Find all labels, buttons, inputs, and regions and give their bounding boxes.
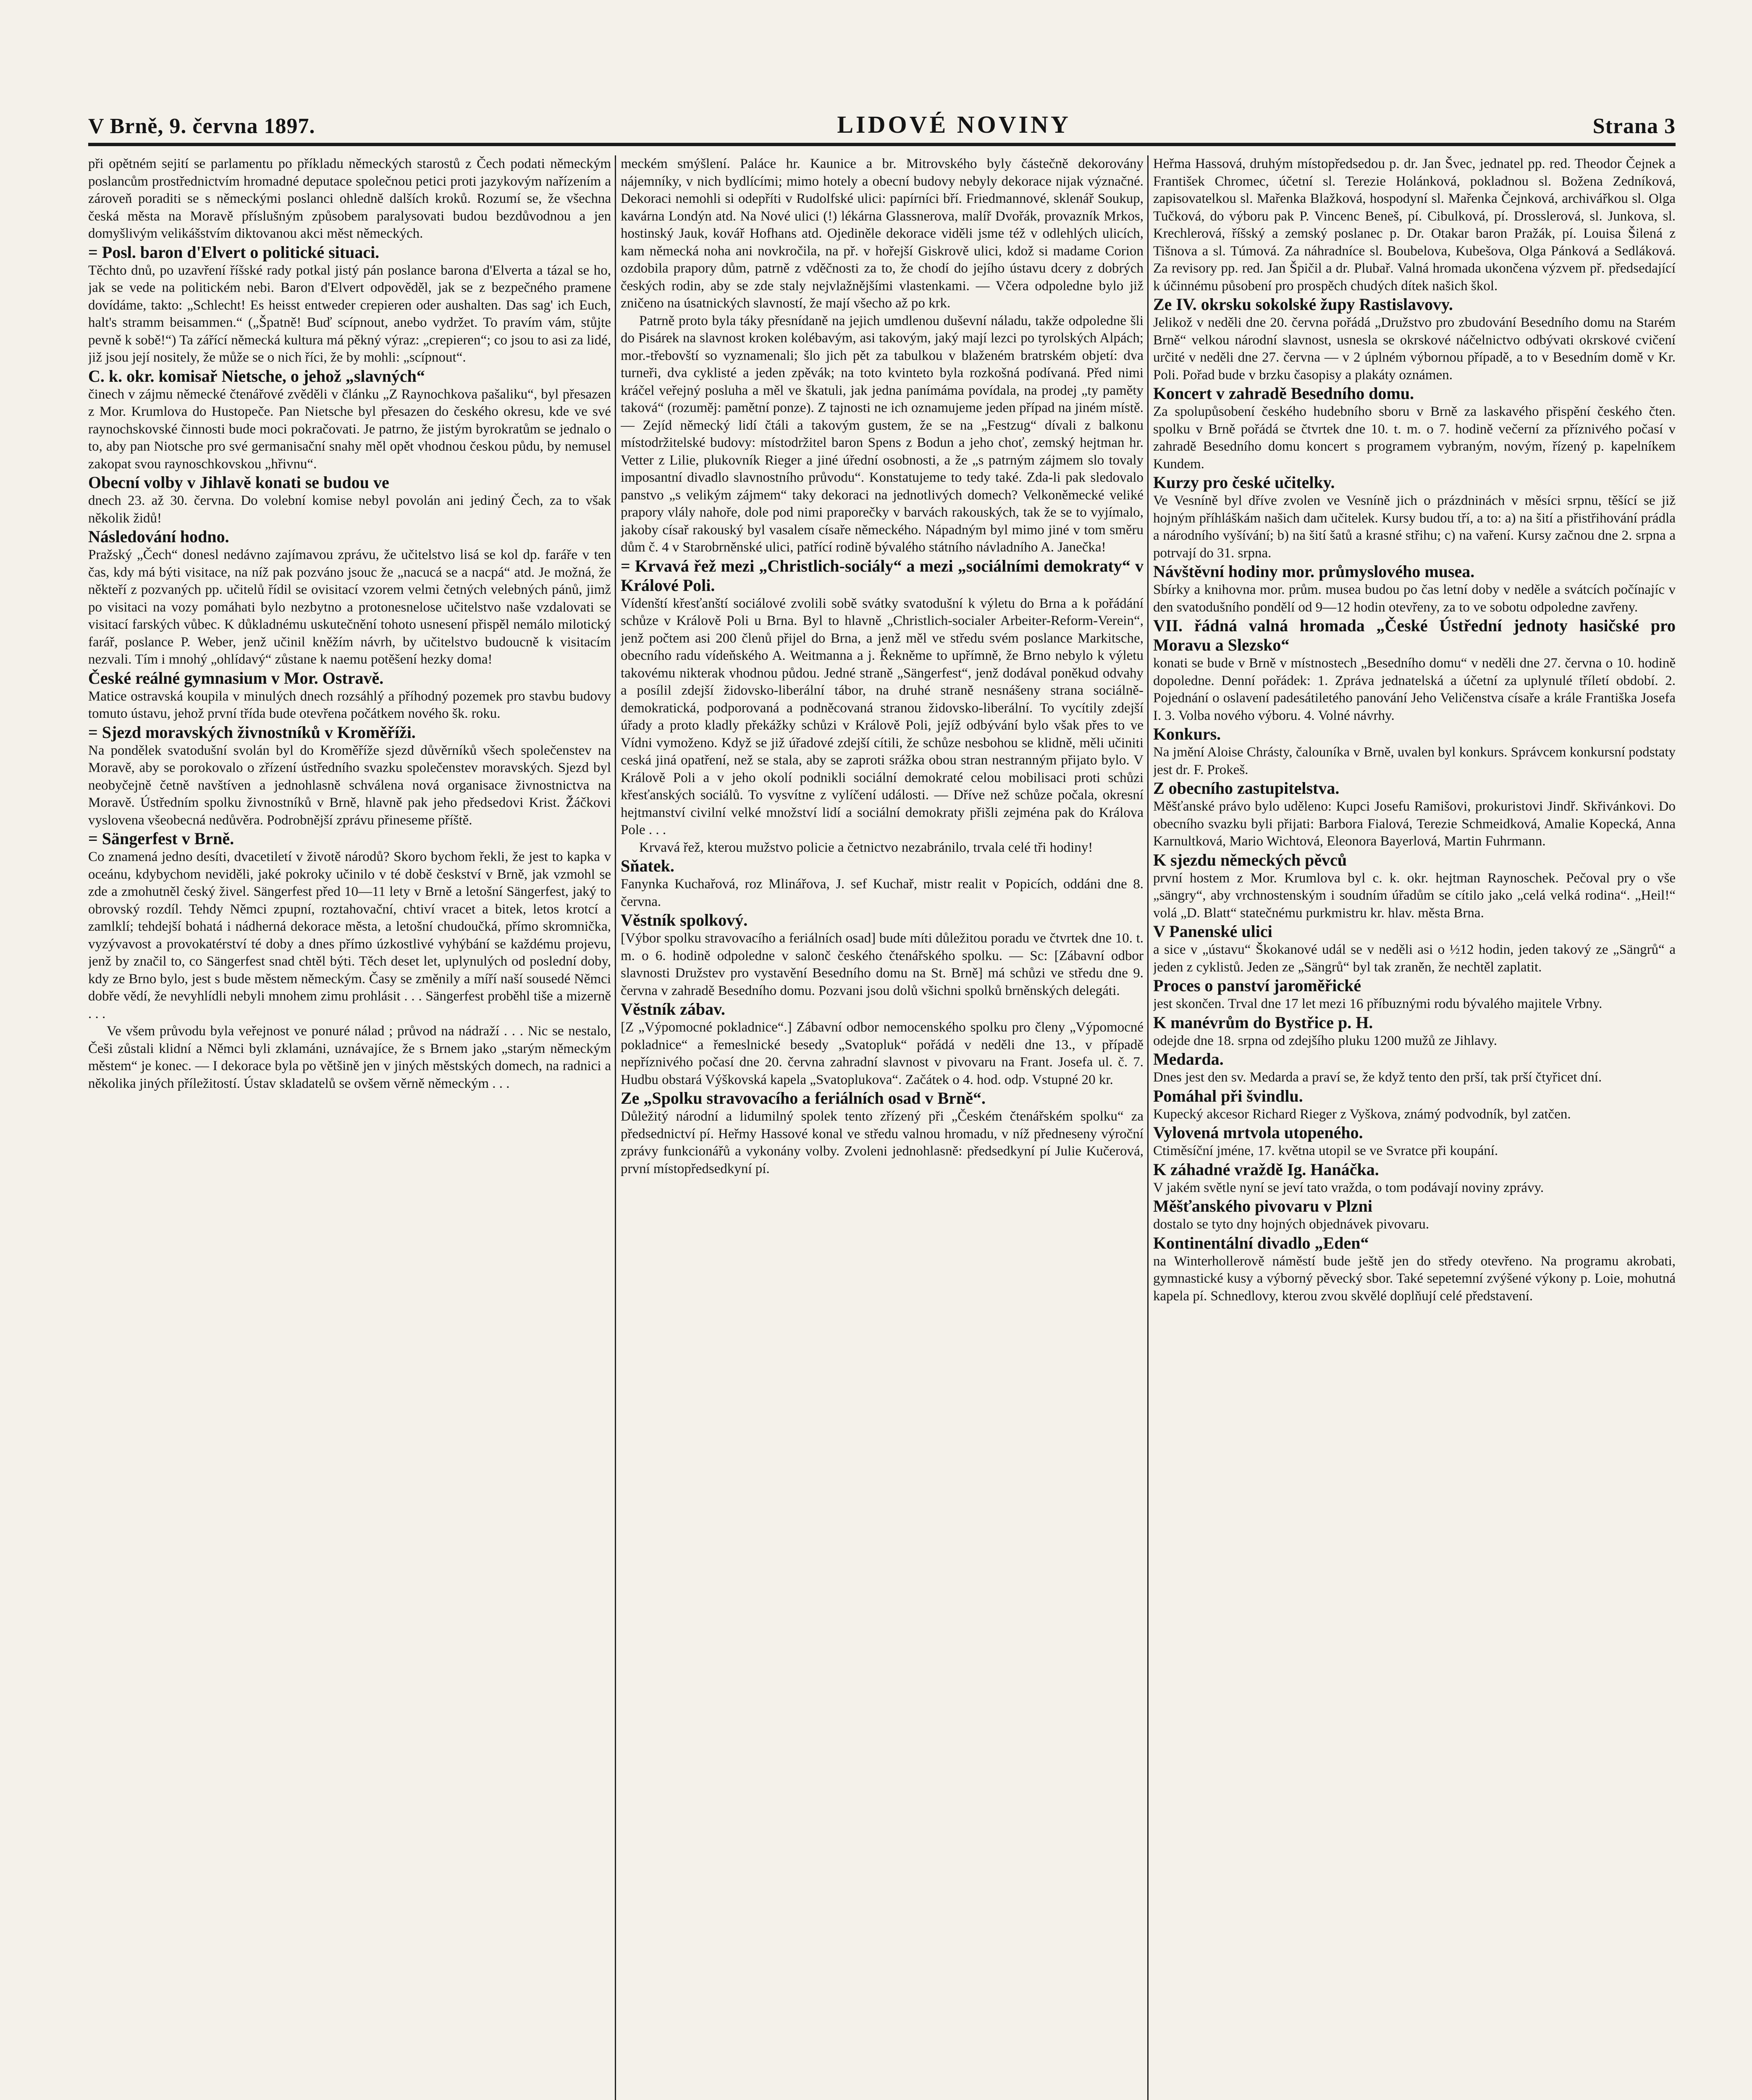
article-paragraph: první hostem z Mor. Krumlova byl c. k. okr. hejtman Raynoschek. Pečoval pry o vše „sängry“, aby vrchnostenským i soudním úřadům se cítilo jako „celá velká rodina“. „Heil!“ volá „D. Blatt“ statečnému purkmistru kr. hlav. města Brna. <box>1153 870 1676 921</box>
masthead <box>88 105 1676 146</box>
column-3 <box>1153 155 1676 2100</box>
article-paragraph: Ctiměsíční jméne, 17. května utopil se ve Svratce při koupání. <box>1153 1143 1498 1158</box>
article-heading: Vylovená mrtvola utopeného. <box>1153 1123 1363 1142</box>
article-heading: Konkurs. <box>1153 724 1221 743</box>
column-divider <box>1147 155 1149 2100</box>
article-heading: K manévrům do Bystřice p. H. <box>1153 1013 1373 1032</box>
article-body <box>88 155 1676 2100</box>
article-heading: = Posl. baron d'Elvert o politické situaci. <box>88 242 380 262</box>
article-heading: Koncert v zahradě Besedního domu. <box>1153 384 1414 403</box>
article-paragraph: Matice ostravská koupila v minulých dnech rozsáhlý a příhodný pozemek pro stavbu budovy tomuto ústavu, jehož první třída bude otevřena počátkem nového šk. roku. <box>88 688 611 721</box>
article-paragraph: Ve všem průvodu byla veřejnost ve ponuré nálad ; průvod na nádraží . . . Nic se nestalo, Češi zůstali klidní a Němci byli zklamáni, uznávajíce, že s Brnem jako „starým německým městem“ je konec. — I dekorace byla po většině jen v jiných městských domech, na radnici a několika jiných příležitostí. Ústav skladatelů se ovšem věrně německým . . . <box>88 1024 611 1091</box>
article-paragraph: činech v zájmu německé čtenářové zvěděli v článku „Z Raynochkova pašaliku“, byl přesazen z Mor. Krumlova do Hustopeče. Pan Nietsche byl přesazen do českého okresu, kde ve své raynochskovské činnosti bude moci pokračovati. Je patrno, že jistým byrokratům se jednalo o to, aby pan Niotsche pro své germanisační snahy měl opět vhodnou českou půdu, by nemusel zakopat svou raynoschkovskou „hřivnu“. <box>88 386 611 472</box>
article-heading: Kurzy pro české učitelky. <box>1153 473 1335 492</box>
article-heading: Ze „Spolku stravovacího a feriálních osad v Brně“. <box>621 1089 986 1108</box>
column-2 <box>621 155 1144 2100</box>
article-heading: VII. řádná valná hromada „České Ústřední jednoty hasičské pro Moravu a Slezsko“ <box>1153 616 1676 654</box>
article-paragraph: meckém smýšlení. Paláce hr. Kaunice a br. Mitrovského byly částečně dekorovány nájemníky, v nich bydlícími; mimo hotely a obecní budovy nebyly dekorace nijak význačné. Dekoraci nemohli si odepříti v Rudolfské ulici: papírníci bří. Friedmannové, sklenář Soukup, kavárna Londýn atd. Na Nové ulici (!) lékárna Glassnerova, malíř Dvořák, provazník Mrkos, hostinský Jauk, kovář Hofhans atd. Ojediněle dekorace viděli jsme též v odlehlých ulicích, kam německá noha ani novkročila, na př. v hořejší Giskrově ulici, kdož si madame Corion ozdobila prapory dům, patrně z vděčnosti za to, že chodí do jejího ústavu dcery z dobrých českých rodin, aby se zde staly nejvlažnějšími vlastenkami. — Včera odpoledne bylo již zničeno na úsatnických slavností, že mají všecho až po krk. <box>621 156 1144 311</box>
article-heading: = Krvavá řež mezi „Christlich-sociály“ a mezi „sociálními demokraty“ v Králové Poli. <box>621 556 1144 595</box>
article-heading: K záhadné vraždě Ig. Hanáčka. <box>1153 1160 1379 1179</box>
column-1 <box>88 155 611 2100</box>
article-paragraph: Ve Vesníně byl dříve zvolen ve Vesníně jich o prázdninách v měsíci srpnu, těšící se již hojným příhláškám našich dam učitelek. Kursy budou tří, a to: a) na šití a přistřihování prádla a národního vyšívání; b) na šití šatů a krasné střihu; c) na vaření. Kursy začnou dne 2. srpna a potrvají do 31. srpna. <box>1153 493 1676 561</box>
article-paragraph: Jelikož v neděli dne 20. června pořádá „Družstvo pro zbudování Besedního domu na Starém Brně“ velkou národní slavnost, usnesla se okrskové náčelnictvo odbývati okrskové cvičení určité v neděli dne 27. června — v 2 úplném výbornou případě, a to v Besedním domě v Kr. Poli. Pořad bude v brzku časopisy a plakáty oznámen. <box>1153 315 1676 383</box>
article-heading: Proces o panství jaroměřické <box>1153 976 1361 995</box>
article-heading: Z obecního zastupitelstva. <box>1153 779 1340 798</box>
article-paragraph: [Výbor spolku stravovacího a feriálních osad] bude míti důležitou poradu ve čtvrtek dne 10. t. m. o 6. hodině odpoledne v salonč českého čtenářského spolku. — Sc: [Zábavní odbor slavnosti Družstev pro vystavění Besedního domu na St. Brně] má schůzi ve středu dne 9. června v zahradě Besedního domu. Pozvani jsou dolů všichni spolků brněnských delegáti. <box>621 931 1144 998</box>
article-paragraph: Na pondělek svatodušní svolán byl do Kroměříže sjezd důvěrníků všech společenstev na Moravě, aby se porokovalo o zřízení ústředního svazku společenstev moravských. Sjezd byl neobyčejně četně navštíven a jednohlasně schválena nová organisace živnostnictva na Moravě. Ústředním spolku živnostníků v Brně, hlavně pak jeho předsedovi Krist. Žáčkovi vyslovena všeobecná nedůvěra. Podrobnější zprávu přineseme příště. <box>88 743 611 828</box>
article-heading: = Sjezd moravských živnostníků v Kroměříži. <box>88 722 416 742</box>
column-divider <box>615 155 616 2100</box>
article-paragraph: Sbírky a knihovna mor. prům. musea budou po čas letní doby v neděle a svátcích počínajíc v den svatodušního pondělí od 9—12 hodin otevřeny, za to ve sobotu odpoledne zavřeny. <box>1153 582 1676 615</box>
article-heading: Věstník spolkový. <box>621 911 748 929</box>
article-paragraph: Patrně proto byla táky přesnídaně na jejich umdlenou duševní náladu, takže odpoledne šli do Pisárek na slavnost kroken kolébavým, asi takovým, jaký mají lezci po tyrolských Alpách; mor.-třebovští so vyznamenali; šlo jich pět za tabulkou v blaženém bratrském objetí: dva turneři, dva cyklisté a jeden zpěvák; na toto kvinteto byla rozkošná podívaná. Před nimi kráčel veřejný posluha a měl ve škatuli, jak jedna panímáma povídala, na prodej „ty paměty taková“ (rozuměj: pamětní ponze). Z tajnosti ne ich oznamujeme jeden případ na jiném místě. — Zejíd německý lidí čtáli a takovým gustem, že se na „Festzug“ dívali z balkonu místodržitelské budovy: místodržitel baron Spens z Bodun a jeho choť, zemský hejtman hr. Vetter z Lilie, plukovník Rieger a jiné úřední osobnosti, a že „s patrným zájmem slo tovaly imposantní divadlo slavnostního průvodu“. Konstatujeme to tedy také. Zda-li pak sledovalo panstvo „s velikým zájmem“ taky dekoraci na jednotlivých domech? Velkoněmecké veliké prapory vlály nahoře, dole pod nimi praporečky v barvách rakouských, tak že se to vyjímalo, jakoby císař rakouský byl vasalem císaře německého. Nápadným byl mimo jiné v tom směru dům č. 4 v Starobrněnské ulici, patřící rodině bývalého státního návladního A. Janečka! <box>621 313 1144 555</box>
article-heading: C. k. okr. komisař Nietsche, o jehož „slavných“ <box>88 366 425 386</box>
article-paragraph: Důležitý národní a lidumilný spolek tento zřízený při „Českém čtenářském spolku“ za předsednictví pí. Heřmy Hassové konal ve středu valnou hromadu, v níž předneseny výroční zprávy funkcionářů a vykonány volby. Zvoleni jednohlasně: předsedkyní pí Julie Kučerová, první místopředsedkyní pí. <box>621 1109 1144 1176</box>
article-paragraph: Krvavá řež, kterou mužstvo policie a četnictvo nezabránilo, trvala celé tři hodiny! <box>639 840 1093 855</box>
article-paragraph: Na jmění Aloise Chrásty, čalouníka v Brně, uvalen byl konkurs. Správcem konkursní podstaty jest dr. F. Prokeš. <box>1153 745 1676 777</box>
article-heading: Medarda. <box>1153 1050 1224 1068</box>
article-paragraph: a sice v „ústavu“ Škokanové udál se v neděli asi o ½12 hodin, jeden takový ze „Sängrů“ a jeden z cyklistů. Jeden ze „Sängrů“ byl tak zraněn, že nechtěl zaplatit. <box>1153 942 1676 975</box>
article-paragraph: Fanynka Kuchařová, roz Mlinářova, J. sef Kuchař, mistr realit v Popicích, oddáni dne 8. června. <box>621 877 1144 909</box>
article-paragraph: V jakém světle nyní se jeví tato vražda, o tom podávají noviny zprávy. <box>1153 1180 1544 1195</box>
article-heading: Návštěvní hodiny mor. průmyslového musea. <box>1153 562 1475 581</box>
article-heading: Měšťanského pivovaru v Plzni <box>1153 1197 1372 1215</box>
article-heading: Sňatek. <box>621 856 674 875</box>
article-paragraph: Heřma Hassová, druhým místopředsedou p. dr. Jan Švec, jednatel pp. red. Theodor Čejnek a František Chromec, účetní sl. Terezie Holánková, pokladnou sl. Božena Zedníková, zapisovatelkou sl. Mařenka Blažková, hospodyní sl. Mařenka Čejnková, archivářkou sl. Olga Tučková, do výboru pak P. Vincenc Beneš, pí. Cibulková, pí. Drosslerová, sl. Junkova, sl. Krechlerová, říšský a zemský poslanec p. Dr. Otakar baron Pražák, pí. Louisa Šilená z Tišnova a sl. Túmová. Za náhradníce sl. Boubelova, Kubešova, Olga Pánková a Sedláková. Za revisory pp. red. Jan Špičil a dr. Plubař. Valná hromada ukončena výzvem př. předsedající k účinnému působení pro prospěch chudých dítek našich škol. <box>1153 156 1676 294</box>
article-heading: Pomáhal při švindlu. <box>1153 1086 1303 1105</box>
article-heading: Ze IV. okrsku sokolské župy Rastislavovy. <box>1153 295 1453 314</box>
article-heading: = Sängerfest v Brně. <box>88 829 234 848</box>
article-paragraph: Pražský „Čech“ donesl nedávno zajímavou zprávu, že učitelstvo lisá se kol dp. faráře v ten čas, kdy má býti visitace, na níž pak pozváno jsouc že „nacucá se a nacpá“ atd. Je možná, že někteří z pozvaných pp. učitelů řídil se ovisitací vzorem velmi četných velebných pánů, jimž po visitaci na vozy pomáhati bylo nezbytno a protonesnelose učitelstvo naše vzdalovati se visitací farských vůbec. K důkladnému uskutečnění tohoto usnesení přispěl nemálo milotický farář, poslance P. Weber, jenž učinil kněžím návrh, by učitelstvo budoucně k visitacím nezvali. Tím i mnohý „ohlídavý“ zůstane k naemu potěšení hezky doma! <box>88 547 611 667</box>
article-heading: Kontinentální divadlo „Eden“ <box>1153 1233 1369 1252</box>
article-paragraph: na Winterhollerově náměstí bude ještě jen do středy otevřeno. Na programu akrobati, gymnastické kusy a výborný pěvecký sbor. Také sepetemní zvýšené výkony p. Loie, mohutná kapela pí. Schnedlovy, kterou zvou skvělé doplňují celé představení. <box>1153 1253 1676 1304</box>
article-paragraph: Co znamená jedno desíti, dvacetiletí v životě národů? Skoro bychom řekli, že jest to kapka v oceánu, kdybychom neviděli, jaké pokroky učinilo v té době českství v Brně, jak vzmohl se zde a zmohutněl český živel. Sängerfest před 10—11 lety v Brně a letošní Sängerfest, jaký to obrovský rozdíl. Tehdy Němci zpupní, roztahovační, chtiví vracet a bitek, letos krotcí a zamlklí; tehdejší bohatá i nádherná dekorace města, a letošní chudoučká, přímo skromnička, vyzývavost a provokatérství té doby a dnes přímo úzkostlivé vyhýbání se každému projevu, jenž by značil to, co Sängerfest snad chtěl býti. Těch deset let, uplynulých od poslední doby, kdy ze Brno bylo, jest s bude městem německým. Časy se změnily a míří naší sousedé Němci dobře vědí, že nevyhlídli nebyli mnohem zimu prohlásit . . . Sängerfest proběhl tiše a mizerně . . . <box>88 849 611 1021</box>
article-paragraph: konati se bude v Brně v místnostech „Besedního domu“ v neděli dne 27. června o 10. hodině dopoledne. Denní pořádek: 1. Zpráva jednatelská a účetní za uplynulé tříletí období. 2. Pojednání o oslavení padesátiletého panování Jeho Veličenstva císaře a krále Františka Josefa I. 3. Volba nového výboru. 4. Volné návrhy. <box>1153 656 1676 723</box>
article-paragraph: Kupecký akcesor Richard Rieger z Vyškova, známý podvodník, byl zatčen. <box>1153 1106 1571 1122</box>
article-paragraph: při opětném sejití se parlamentu po příkladu německých starostů z Čech podati německým poslancům prostřednictvím hromadné deputace společnou petici proti jazykovým nařízením a zároveň poraditi se s německými poslanci ohledně dalších kroků. Rozumí se, že všechna česká města na Moravě příslušným způsobem paralysovati budou bezdůvodnou a jen domyšlivým velikášstvím diktovanou akci měst německých. <box>88 156 611 241</box>
article-heading: České reálné gymnasium v Mor. Ostravě. <box>88 668 384 688</box>
article-paragraph: jest skončen. Trval dne 17 let mezi 16 příbuznými rodu bývalého majitele Vrbny. <box>1153 996 1603 1011</box>
article-paragraph: Dnes jest den sv. Medarda a praví se, že když tento den prší, tak prší čtyřicet dní. <box>1153 1070 1602 1085</box>
article-heading: Následování hodno. <box>88 527 229 546</box>
paper-title: LIDOVÉ NOVINY <box>837 111 1071 138</box>
article-heading: V Panenské ulici <box>1153 922 1272 941</box>
article-paragraph: [Z „Výpomocné pokladnice“.] Zábavní odbor nemocenského spolku pro členy „Výpomocné pokladnice“ a řemeslnické besedy „Svatopluk“ pořádá v neděli dne 13., v případě nepříznivého počasí dne 20. června zahradní slavnost v pivovaru na Frant. Josefa ul. č. 7. Hudbu obstará Výškovská kapela „Svatoplukova“. Začátek o 4. hod. odp. Vstupné 20 kr. <box>621 1020 1144 1087</box>
article-heading: Obecní volby v Jihlavě konati se budou ve <box>88 473 389 492</box>
article-paragraph: Měšťanské právo bylo uděleno: Kupci Josefu Ramišovi, prokuristovi Jindř. Skřivánkovi. Do obecního svazku byli přijati: Barbora Fialová, Terezie Schmeidková, Amalie Kopecká, Anna Karnultková, Mario Wichtová, Eleonora Bayerlová, Martin Fuhrmann. <box>1153 799 1676 849</box>
article-paragraph: Za spolupůsobení českého hudebního sboru v Brně za laskavého přispění českého čten. spolku v Brně pořádá se čtvrtek dne 10. t. m. o 7. hodině večerní za příznivého počasí v zahradě Besedního domu koncert s programem vybraným, novým, řízený p. kapelníkem Kundem. <box>1153 404 1676 472</box>
page-number: Strana 3 <box>1592 114 1676 138</box>
article-paragraph: Vídenští křesťanští sociálové zvolili sobě svátky svatodušní k výletu do Brna a k pořádání schůze v Králově Poli u Brna. Byl to hlavně „Christlich-socialer Arbeiter-Reform-Verein“, jenž počtem asi 200 členů přijel do Brna, a jenž měl ve středu svém poslance Markitsche, obecního radu vídeňského A. Weitmanna a j. Řekněme to upřímně, že Brno nebylo k výletu takovému nikterak vhodnou půdou. Jedné straně „Sängerfest“, jenž dodával poněkud odvahy a posílil zdejší židovsko-liberální tábor, na druhé straně nesnášeny strana sociálně-demokratická, podporovaná a podněcovaná stranou židovsko-liberální. To vycítily zdejší úřady a proto kladly překážky schůzi v Králově Poli, jejíž odbývání bylo však přes to ve Vídni vymoženo. Když se již úřadové zdejší cítili, že schůze nesbohou se klidně, měli učiniti ceská jiná opatření, než se stala, aby se zaproti srážka obou stran nestranným přijato bylo. V Králově Poli a v jeho okolí podnikli sociální demokraté celou mobilisaci proti schůzi křesťanských sociálů. To vysvítne z vylíčení události. — Dříve než schůze počala, okresní hejtmanství civilní velké množství lidí a sociální demokraty přišli zejména pak do Králova Pole . . . <box>621 596 1144 837</box>
article-paragraph: odejde dne 18. srpna od zdejšího pluku 1200 mužů ze Jihlavy. <box>1153 1033 1498 1048</box>
article-heading: Věstník zábav. <box>621 1000 725 1018</box>
article-paragraph: dostalo se tyto dny hojných objednávek pivovaru. <box>1153 1217 1429 1232</box>
article-paragraph: Těchto dnů, po uzavření říšské rady potkal jistý pán poslance barona d'Elverta a tázal se ho, jak se vede na politickém nebi. Baron d'Elvert odpověděl, jak se z bezpečného pramene dovídáme, takto: „Schlecht! Es heisst entweder crepieren oder aushalten. Das sag' ich Euch, halt's stramm beisammen.“ („Špatně! Buď scípnout, anebo vydržet. To pravím vám, stůjte pevně k sobě!“) Ta zářící německá kultura má pěkný výraz: „crepieren“; co jsou to asi za lidé, již jsou její nositely, že může se o nich říci, že by mohli: „scípnout“. <box>88 262 611 365</box>
article-heading: K sjezdu německých pěvců <box>1153 850 1347 869</box>
article-paragraph: dnech 23. až 30. června. Do volební komise nebyl povolán ani jediný Čech, za to však několik židů! <box>88 493 611 526</box>
place-date: V Brně, 9. června 1897. <box>88 114 315 138</box>
